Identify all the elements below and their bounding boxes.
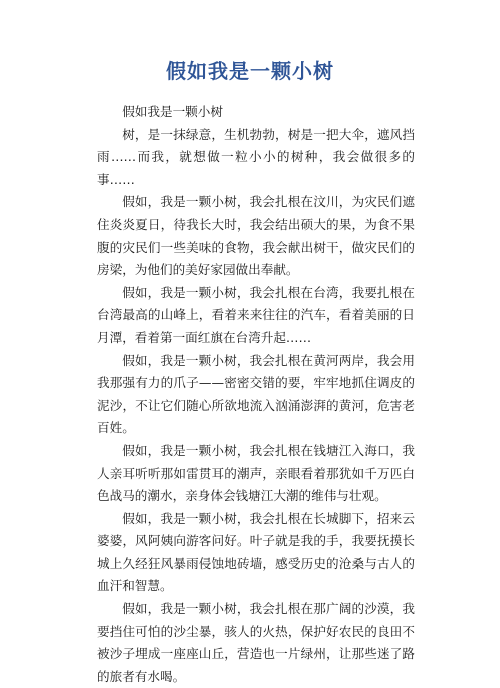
paragraph-qiantang: 假如，我是一颗小树，我会扎根在钱塘江入海口，我人亲耳听听那如雷贯耳的潮声，亲眼看着那犹如千万匹白色战马的潮水，亲身体会钱塘江大潮的维伟与壮观。 [97,442,415,504]
paragraph-wenchuan: 假如，我是一颗小树，我会扎根在汶川，为灾民们遮住炎炎夏日，待我长大时，我会结出硕大的果，为食不果腹的灾民们一些美味的食物，我会献出树干，做灾民们的房梁，为他们的美好家园做出奉献。 [97,194,415,278]
paragraph-intro: 树，是一抹绿意，生机勃勃，树是一把大伞，遮风挡雨……而我，就想做一粒小小的树种，我会做很多的事…… [97,126,415,187]
paragraph-yellow-river: 假如，我是一颗小树，我会扎根在黄河两岸，我会用我那强有力的爪子——密密交错的要，牢牢地抓住调皮的泥沙，不让它们随心所欲地流入汹涌澎湃的黄河，危害老百姓。 [97,352,415,436]
document-body [97,101,415,688]
paragraph-great-wall: 假如，我是一颗小树，我会扎根在长城脚下，招来云婆婆，风阿姨向游客问好。叶子就是我的手，我要抚摸长城上久经狂风暴雨侵蚀地砖墙，感受历史的沧桑与古人的血汗和智慧。 [97,510,415,594]
paragraph-desert: 假如，我是一颗小树，我会扎根在那广阔的沙漠，我要挡住可怕的沙尘暴，骇人的火热，保护好农民的良田不被沙子埋成一座座山丘，营造也一片绿州，让那些迷了路的旅者有水喝。 [97,601,415,684]
paragraph-heading: 假如我是一颗小树 [122,104,223,119]
document-title: 假如我是一颗小树 [166,59,334,83]
paragraph-taiwan: 假如，我是一颗小树，我会扎根在台湾，我要扎根在台湾最高的山峰上，看着来来往往的汽车，看着美丽的日月潭，看着第一面红旗在台湾升起…… [97,284,415,345]
